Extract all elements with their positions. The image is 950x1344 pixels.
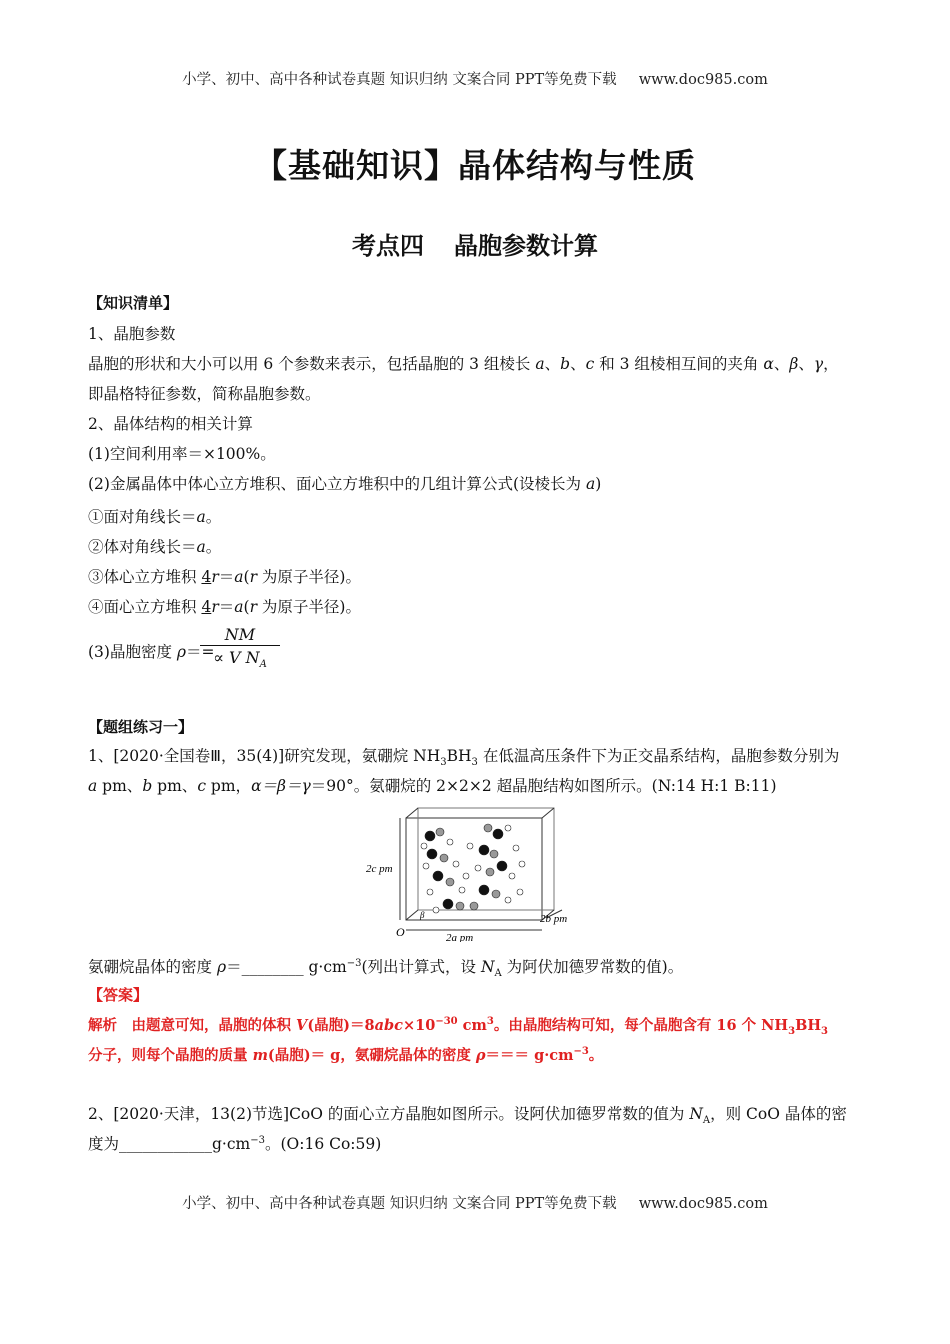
q1-line2: a pm、b pm、c pm，α＝β＝γ＝90°。氨硼烷的 2×2×2 超晶胞结构如图所示。(N:14 H:1 B:11) xyxy=(88,777,777,795)
q1-line1: 1、[2020·全国卷Ⅲ，35(4)]研究发现，氨硼烷 $NH_3BH_3$ 在低温高压条件下为正交晶系结构，晶胞参数分别为 xyxy=(88,747,840,769)
calc-space-utilization: (1)空间利用率＝×100%。 xyxy=(88,445,276,463)
header-left-text: 小学、初中、高中各种试卷真题 知识归纳 文案合同 PPT等免费下载 xyxy=(182,72,617,88)
subtitle-part1: 考点四 xyxy=(352,232,424,260)
fraction-numerator: NM xyxy=(200,625,280,646)
fraction-denominator: ∝ V $N_A$ xyxy=(213,648,267,671)
density-fraction xyxy=(200,625,280,670)
q2-line1: 2、[2020·天津，13(2)节选]CoO 的面心立方晶胞如图所示。设阿伏加德罗常数的值为 $N_A$，则 CoO 晶体的密 xyxy=(88,1105,847,1127)
calc-bcc: ③体心立方堆积 4r＝a(r 为原子半径)。 xyxy=(88,568,361,586)
item2-title: 2、晶体结构的相关计算 xyxy=(88,415,253,433)
header-url[interactable]: www.doc985.com xyxy=(638,72,768,88)
answer-line1: 解析 由题意可知，晶胞的体积 V(晶胞)$=8abc\times 10^{-30}$ $cm^3$。由晶胞结构可知，每个晶胞含有 16 个 $NH_3BH_3$ xyxy=(88,1016,829,1037)
figure-label-2b: 2b pm xyxy=(540,913,568,925)
item1-line1: 晶胞的形状和大小可以用 6 个参数来表示，包括晶胞的 3 组棱长 a、b、c 和 3 组棱相互间的夹角 α、β、γ， xyxy=(88,355,839,373)
figure-label-beta: β xyxy=(420,910,425,920)
footer-left-text: 小学、初中、高中各种试卷真题 知识归纳 文案合同 PPT等免费下载 xyxy=(182,1196,617,1212)
calc-body-diagonal: ②体对角线长＝a。 xyxy=(88,538,222,556)
item1-line2: 即晶格特征参数，简称晶胞参数。 xyxy=(88,385,321,403)
q2-line2: 度为$\_\_\_\_\_\_\_\_\_\_\_\_g\cdot cm^{-3}$。(O:16 Co:59) xyxy=(88,1134,382,1153)
q1-question: 氨硼烷晶体的密度 ρ＝________ $g\cdot cm^{-3}$(列出计算式，设 $N_A$ 为阿伏加德罗常数的值)。 xyxy=(88,957,684,980)
atom-cluster xyxy=(421,824,525,913)
item1-title: 1、晶胞参数 xyxy=(88,325,176,343)
calc-face-diagonal: ①面对角线长＝a。 xyxy=(88,508,222,526)
page-title: 【基础知识】晶体结构与性质 xyxy=(254,146,696,185)
page-subtitle xyxy=(0,226,950,261)
figure-label-origin: O xyxy=(396,925,405,939)
page-header xyxy=(0,68,950,89)
page-footer xyxy=(0,1192,950,1213)
density-formula-label: (3)晶胞密度 ρ＝= xyxy=(88,643,215,661)
footer-url[interactable]: www.doc985.com xyxy=(638,1196,768,1212)
answer-line2: 分子，则每个晶胞的质量 m(晶胞)＝ g，氨硼烷晶体的密度 $\rho=== g\cdot cm^{-3}$。 xyxy=(88,1046,604,1064)
subtitle-part2: 晶胞参数计算 xyxy=(454,232,598,260)
calc-formulas-intro: (2)金属晶体中体心立方堆积、面心立方堆积中的几组计算公式(设棱长为 a) xyxy=(88,475,602,493)
knowledge-heading: 【知识清单】 xyxy=(88,294,179,312)
figure-label-2c: 2c pm xyxy=(366,863,393,875)
figure-label-2a: 2a pm xyxy=(446,932,474,942)
calc-fcc: ④面心立方堆积 4r＝a(r 为原子半径)。 xyxy=(88,598,361,616)
answer-label: 【答案】 xyxy=(88,986,149,1004)
ammonia-borane-supercell-figure xyxy=(366,806,582,942)
practice-heading: 【题组练习一】 xyxy=(88,718,194,736)
